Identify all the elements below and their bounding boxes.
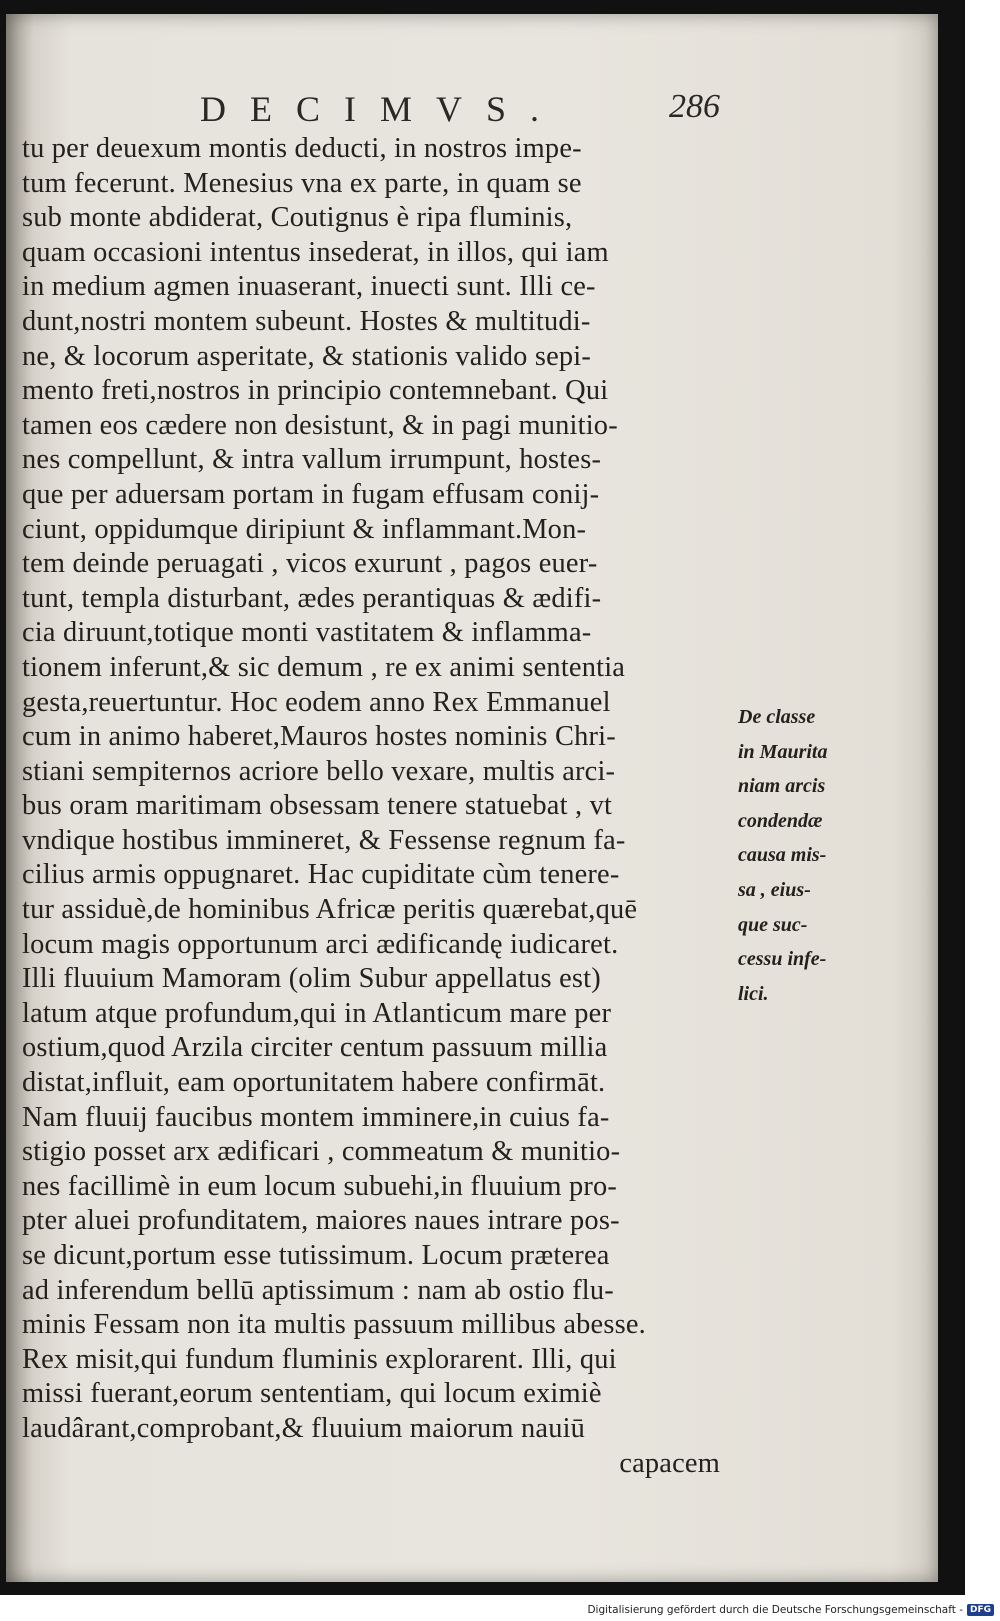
dfg-logo: DFG: [967, 1604, 994, 1616]
text-line: Rex misit,qui fundum fluminis explorarent. Illi, qui: [22, 1343, 617, 1375]
margin-note-line: lici.: [738, 982, 769, 1005]
text-line: nes facillimè in eum locum subuehi,in fluuium pro-: [22, 1170, 618, 1202]
text-line: ad inferendum bellū aptissimum : nam ab ostio flu-: [22, 1274, 614, 1306]
text-line: que per aduersam portam in fugam effusam conij-: [22, 478, 600, 510]
text-line: minis Fessam non ita multis passuum millibus abesse.: [22, 1309, 646, 1341]
margin-note-line: cessu infe-: [738, 948, 827, 971]
text-line: missi fuerant,eorum sententiam, qui locum eximiè: [22, 1378, 602, 1410]
text-line: laudârant,comprobant,& fluuium maiorum nauiū: [22, 1412, 586, 1444]
text-line: ne, & locorum asperitate, & stationis valido sepi-: [22, 340, 592, 372]
body-text: [22, 132, 730, 1481]
text-line: tamen eos cædere non desistunt, & in pagi munitio-: [22, 409, 618, 441]
margin-note-line: niam arcis: [738, 775, 826, 798]
text-line: tur assiduè,de hominibus Africæ peritis quærebat,quē: [22, 894, 638, 926]
margin-note-line: sa , eius-: [738, 878, 811, 901]
margin-note: [738, 700, 863, 1011]
margin-note-line: que suc-: [738, 913, 808, 936]
text-line: tunt, templa disturbant, ædes perantiquas & ædifi-: [22, 582, 602, 614]
text-line: locum magis opportunum arci ædificandę iudicaret.: [22, 928, 619, 960]
text-line: ciunt, oppidumque diripiunt & inflammant.Mon-: [22, 513, 587, 545]
catchword: capacem: [619, 1447, 720, 1479]
text-line: sub monte abdiderat, Coutignus è ripa fluminis,: [22, 202, 573, 234]
text-line: distat,influit, eam oportunitatem habere confirmāt.: [22, 1067, 606, 1099]
text-line: vndique hostibus immineret, & Fessense regnum fa-: [22, 824, 626, 856]
text-line: in medium agmen inuaserant, inuecti sunt. Illi ce-: [22, 271, 596, 303]
text-line: quam occasioni intentus insederat, in illos, qui iam: [22, 236, 609, 268]
page-number: 286: [669, 88, 720, 125]
margin-note-line: condendæ: [738, 809, 823, 832]
text-line: tu per deuexum montis deducti, in nostros impe-: [22, 133, 582, 164]
margin-note-line: causa mis-: [738, 844, 827, 867]
text-line: ostium,quod Arzila circiter centum passuum millia: [22, 1032, 608, 1064]
running-title: DECIMVS.: [200, 89, 564, 129]
text-line: tum fecerunt. Menesius vna ex parte, in quam se: [22, 167, 582, 199]
text-line: se dicunt,portum esse tutissimum. Locum præterea: [22, 1240, 610, 1271]
text-line: cilius armis oppugnaret. Hac cupiditate cùm tenere-: [22, 859, 620, 891]
text-line: cia diruunt,totique monti vastitatem & inflamma-: [22, 617, 592, 649]
text-line: tionem inferunt,& sic demum , re ex animi sententia: [22, 651, 626, 683]
text-line: mento freti,nostros in principio contemnebant. Qui: [22, 375, 609, 407]
funding-footer: [587, 1601, 994, 1619]
text-line: nes compellunt, & intra vallum irrumpunt, hostes-: [22, 444, 602, 476]
funding-text: Digitalisierung gefördert durch die Deutsche Forschungsgemeinschaft -: [587, 1604, 963, 1616]
text-line: tem deinde peruagati , vicos exurunt , pagos euer-: [22, 548, 598, 580]
text-line: dunt,nostri montem subeunt. Hostes & multitudi-: [22, 305, 591, 337]
text-line: Nam fluuij faucibus montem imminere,in cuius fa-: [22, 1101, 610, 1133]
text-line: pter aluei profunditatem, maiores naues intrare pos-: [22, 1205, 620, 1237]
text-line: latum atque profundum,qui in Atlanticum mare per: [22, 997, 612, 1029]
text-line: gesta,reuertuntur. Hoc eodem anno Rex Emmanuel: [22, 686, 611, 718]
text-line: Illi fluuium Mamoram (olim Subur appellatus est): [22, 963, 601, 995]
text-line: bus oram maritimam obsessam tenere statuebat , vt: [22, 790, 613, 822]
text-line: stigio posset arx ædificari , commeatum & munitio-: [22, 1136, 621, 1168]
margin-note-line: De classe: [738, 706, 816, 728]
text-line: stiani sempiternos acriore bello vexare, multis arci-: [22, 755, 616, 787]
text-line: cum in animo haberet,Mauros hostes nominis Chri-: [22, 721, 616, 753]
page-header: [200, 88, 720, 132]
margin-note-line: in Maurita: [738, 740, 828, 763]
